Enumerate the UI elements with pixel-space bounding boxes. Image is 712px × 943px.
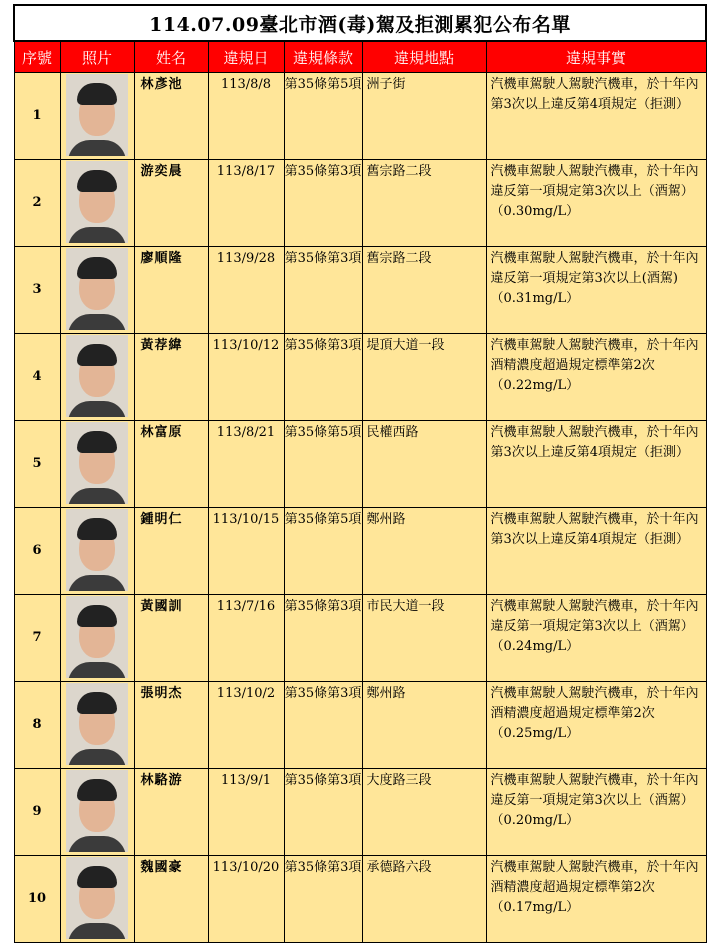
header-number: 序號 [14,41,60,73]
violation-law: 第35條第3項 [284,769,362,856]
table-row [14,334,706,421]
violation-location: 舊宗路二段 [362,247,486,334]
violation-fact: 汽機車駕駛人駕駛汽機車，於十年內違反第一項規定第3次以上（酒駕）（0.30mg/L） [486,160,706,247]
offender-name: 魏國豪 [134,856,208,943]
table-header [14,41,706,73]
violation-law: 第35條第3項 [284,682,362,769]
violation-location: 舊宗路二段 [362,160,486,247]
table-row [14,682,706,769]
portrait-photo [66,683,128,765]
violation-location: 市民大道一段 [362,595,486,682]
header-name: 姓名 [134,41,208,73]
violation-fact: 汽機車駕駛人駕駛汽機車，於十年內酒精濃度超過規定標準第2次（0.17mg/L） [486,856,706,943]
table-row [14,421,706,508]
violation-law: 第35條第3項 [284,160,362,247]
violation-location: 承德路六段 [362,856,486,943]
row-number: 10 [14,856,60,943]
photo-cell [60,595,134,682]
violation-fact: 汽機車駕駛人駕駛汽機車，於十年內第3次以上違反第4項規定（拒測） [486,73,706,160]
violation-law: 第35條第3項 [284,247,362,334]
portrait-photo [66,248,128,330]
photo-cell [60,682,134,769]
violation-date: 113/8/17 [208,160,284,247]
offender-name: 張明杰 [134,682,208,769]
offender-name: 黃荐緯 [134,334,208,421]
violation-fact: 汽機車駕駛人駕駛汽機車，於十年內第3次以上違反第4項規定（拒測） [486,508,706,595]
row-number: 7 [14,595,60,682]
violation-location: 洲子街 [362,73,486,160]
violation-fact: 汽機車駕駛人駕駛汽機車，於十年內違反第一項規定第3次以上（酒駕）（0.24mg/L） [486,595,706,682]
page-title: 114.07.09臺北市酒(毒)駕及拒測累犯公布名單 [14,5,706,41]
portrait-photo [66,422,128,504]
violation-date: 113/10/12 [208,334,284,421]
row-number: 5 [14,421,60,508]
photo-cell [60,769,134,856]
violation-date: 113/7/16 [208,595,284,682]
violation-location: 堤頂大道一段 [362,334,486,421]
offender-name: 游奕晨 [134,160,208,247]
violation-date: 113/9/1 [208,769,284,856]
offender-name: 鍾明仁 [134,508,208,595]
violation-date: 113/8/8 [208,73,284,160]
violation-date: 113/10/2 [208,682,284,769]
violation-law: 第35條第5項 [284,73,362,160]
offender-name: 林富原 [134,421,208,508]
photo-cell [60,508,134,595]
row-number: 2 [14,160,60,247]
header-photo: 照片 [60,41,134,73]
table-row [14,508,706,595]
portrait-photo [66,509,128,591]
violation-law: 第35條第3項 [284,595,362,682]
offender-list-sheet [13,4,705,943]
violation-fact: 汽機車駕駛人駕駛汽機車，於十年內第3次以上違反第4項規定（拒測） [486,421,706,508]
table-row [14,769,706,856]
portrait-photo [66,161,128,243]
photo-cell [60,421,134,508]
table-row [14,73,706,160]
row-number: 1 [14,73,60,160]
photo-cell [60,334,134,421]
violation-location: 大度路三段 [362,769,486,856]
offender-name: 廖順隆 [134,247,208,334]
violation-location: 鄭州路 [362,508,486,595]
offender-name: 林彥池 [134,73,208,160]
violation-fact: 汽機車駕駛人駕駛汽機車，於十年內酒精濃度超過規定標準第2次（0.22mg/L） [486,334,706,421]
table-row [14,160,706,247]
header-fact: 違規事實 [486,41,706,73]
photo-cell [60,160,134,247]
row-number: 3 [14,247,60,334]
offender-name: 黃國訓 [134,595,208,682]
row-number: 6 [14,508,60,595]
violation-fact: 汽機車駕駛人駕駛汽機車，於十年內違反第一項規定第3次以上(酒駕)（0.31mg/L） [486,247,706,334]
photo-cell [60,247,134,334]
row-number: 4 [14,334,60,421]
table-row [14,247,706,334]
violation-law: 第35條第5項 [284,421,362,508]
portrait-photo [66,74,128,156]
violation-date: 113/10/20 [208,856,284,943]
violation-fact: 汽機車駕駛人駕駛汽機車，於十年內違反第一項規定第3次以上（酒駕）（0.20mg/L） [486,769,706,856]
photo-cell [60,856,134,943]
table-row [14,595,706,682]
violation-date: 113/9/28 [208,247,284,334]
table-row [14,856,706,943]
violation-location: 民權西路 [362,421,486,508]
portrait-photo [66,335,128,417]
header-date: 違規日 [208,41,284,73]
portrait-photo [66,857,128,939]
violation-date: 113/10/15 [208,508,284,595]
violation-location: 鄭州路 [362,682,486,769]
photo-cell [60,73,134,160]
header-law: 違規條款 [284,41,362,73]
portrait-photo [66,596,128,678]
row-number: 8 [14,682,60,769]
portrait-photo [66,770,128,852]
header-location: 違規地點 [362,41,486,73]
offender-name: 林駱游 [134,769,208,856]
offender-table [13,4,707,943]
violation-law: 第35條第5項 [284,508,362,595]
row-number: 9 [14,769,60,856]
violation-date: 113/8/21 [208,421,284,508]
violation-law: 第35條第3項 [284,334,362,421]
violation-law: 第35條第3項 [284,856,362,943]
violation-fact: 汽機車駕駛人駕駛汽機車，於十年內酒精濃度超過規定標準第2次（0.25mg/L） [486,682,706,769]
